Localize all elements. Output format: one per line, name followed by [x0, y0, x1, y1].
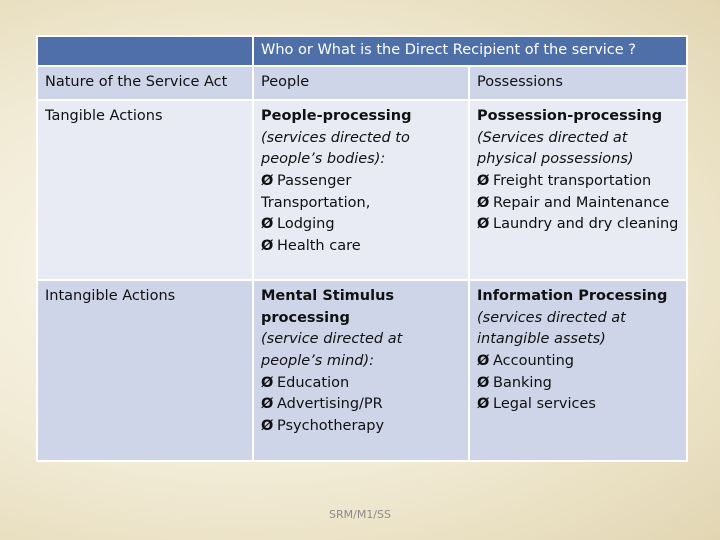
list-item: Ø Freight transportation	[477, 171, 679, 193]
list-item: Ø Advertising/PR	[261, 394, 461, 416]
list-item: Ø Repair and Maintenance	[477, 193, 679, 215]
row-label-intangible: Intangible Actions	[37, 280, 253, 461]
list-item: Ø Banking	[477, 373, 679, 395]
subheader-people: People	[253, 66, 469, 101]
intangible-row	[37, 280, 687, 461]
cell-possession-processing	[469, 100, 687, 280]
row-label-tangible: Tangible Actions	[37, 100, 253, 280]
subheader-possessions: Possessions	[469, 66, 687, 101]
cell-title: Information Processing	[477, 288, 668, 305]
list-item: Ø Legal services	[477, 394, 679, 416]
subheader-nature: Nature of the Service Act	[37, 66, 253, 101]
cell-information-processing	[469, 280, 687, 461]
slide-footer: SRM/M1/SS	[329, 508, 391, 521]
header-title: Who or What is the Direct Recipient of the service ?	[253, 36, 687, 66]
cell-title: Possession-processing	[477, 108, 663, 125]
list-item: Ø Lodging	[261, 214, 461, 236]
subheader-row	[37, 66, 687, 101]
arrow-bullet-icon: Ø	[477, 216, 490, 233]
arrow-bullet-icon: Ø	[261, 417, 274, 434]
header-corner-cell	[37, 36, 253, 66]
list-item: Ø Passenger Transportation,	[261, 172, 371, 211]
arrow-bullet-icon: Ø	[477, 172, 490, 189]
arrow-bullet-icon: Ø	[261, 396, 274, 413]
list-item: Ø Education	[261, 373, 461, 395]
list-item: Ø Laundry and dry cleaning	[477, 214, 679, 236]
list-item: Ø Health care	[261, 236, 461, 258]
list-item: Ø Psychotherapy	[261, 416, 461, 438]
arrow-bullet-icon: Ø	[477, 194, 490, 211]
arrow-bullet-icon: Ø	[477, 396, 490, 413]
cell-title: Mental Stimulus processing	[261, 288, 395, 326]
arrow-bullet-icon: Ø	[261, 237, 274, 254]
cell-description: (services directed at intangible assets)	[477, 309, 626, 348]
header-row	[37, 36, 687, 66]
cell-description: (service directed at people’s mind):	[261, 331, 403, 369]
arrow-bullet-icon: Ø	[261, 172, 274, 189]
arrow-bullet-icon: Ø	[477, 374, 490, 391]
service-classification-table	[36, 35, 688, 462]
cell-people-processing	[253, 100, 469, 280]
cell-description: (services directed to people’s bodies):	[261, 129, 410, 168]
list-item: Ø Accounting	[477, 351, 679, 373]
arrow-bullet-icon: Ø	[477, 352, 490, 369]
tangible-row	[37, 100, 687, 280]
arrow-bullet-icon: Ø	[261, 216, 274, 233]
cell-title: People-processing	[261, 108, 412, 125]
arrow-bullet-icon: Ø	[261, 374, 274, 391]
cell-mental-stimulus-processing	[253, 280, 469, 461]
cell-description: (Services directed at physical possessions)	[477, 129, 634, 168]
